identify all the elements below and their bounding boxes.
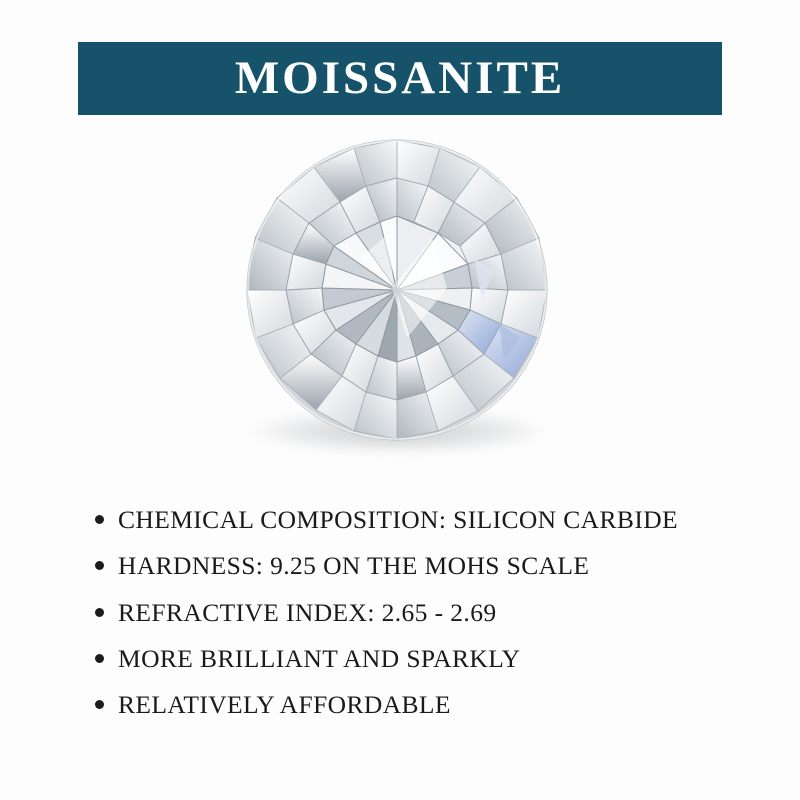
bullet-icon — [95, 654, 104, 663]
list-item — [95, 644, 735, 673]
fact-text: RELATIVELY AFFORDABLE — [118, 690, 451, 720]
list-item — [95, 505, 735, 534]
facts-list — [95, 505, 735, 737]
list-item — [95, 598, 735, 627]
title-banner — [78, 42, 722, 115]
fact-text: MORE BRILLIANT AND SPARKLY — [118, 643, 521, 673]
bullet-icon — [95, 700, 104, 709]
bullet-icon — [95, 561, 104, 570]
list-item — [95, 551, 735, 580]
bullet-icon — [95, 608, 104, 617]
gemstone-graphic — [242, 138, 552, 448]
page-title: MOISSANITE — [234, 52, 566, 104]
bullet-icon — [95, 515, 104, 524]
fact-text: CHEMICAL COMPOSITION: SILICON CARBIDE — [118, 505, 678, 534]
fact-text: HARDNESS: 9.25 ON THE MOHS SCALE — [118, 551, 590, 581]
fact-text: REFRACTIVE INDEX: 2.65 - 2.69 — [118, 597, 497, 627]
list-item — [95, 690, 735, 719]
gemstone-image — [200, 130, 600, 500]
